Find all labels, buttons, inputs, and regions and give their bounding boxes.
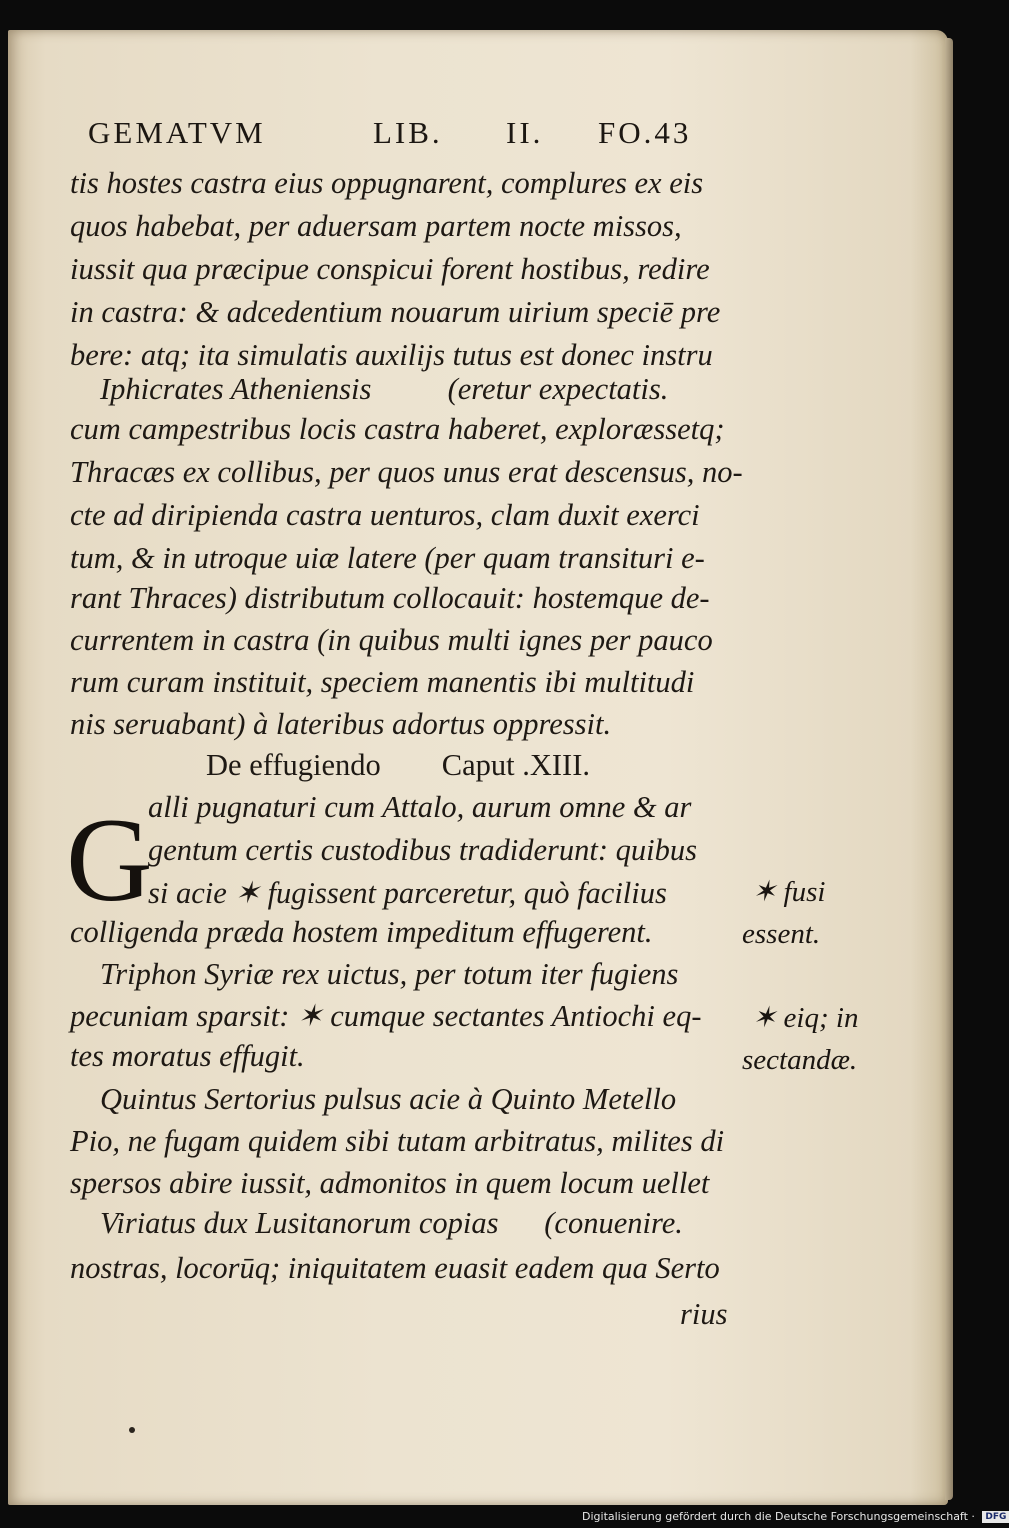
dfg-logo: DFG [982, 1511, 1009, 1523]
ink-spot [129, 1427, 135, 1433]
margin-note: ✶ eiq; in [752, 1002, 859, 1034]
margin-note: ✶ fusi [752, 876, 826, 908]
catchword: rius [680, 1297, 728, 1331]
text-line: nostras, locorūq; iniquitatem euasit eadem qua Serto [70, 1251, 720, 1285]
text-line: pecuniam sparsit: ✶ cumque sectantes Antiochi eq- [70, 999, 702, 1033]
text-line: Thracæs ex collibus, per quos unus erat descensus, no- [70, 455, 743, 489]
running-title: GEMATVM [88, 115, 266, 150]
text-line: tes moratus effugit. [70, 1039, 305, 1073]
text-line: Quintus Sertorius pulsus acie à Quinto Metello [100, 1082, 677, 1116]
text-line: Viriatus dux Lusitanorum copias (conuenire. [100, 1206, 683, 1240]
book-number: II. [506, 115, 544, 150]
text-line: rum curam instituit, speciem manentis ibi multitudi [70, 665, 695, 699]
text-line: tum, & in utroque uiæ latere (per quam transituri e- [70, 541, 705, 575]
footer-text: Digitalisierung gefördert durch die Deutsche Forschungsgemeinschaft · [582, 1510, 975, 1523]
drop-capital: G [66, 793, 153, 926]
running-header [88, 115, 728, 155]
folio-number: FO.43 [598, 115, 692, 150]
text-line: cte ad diripienda castra uenturos, clam duxit exerci [70, 498, 700, 532]
text-line: cum campestribus locis castra haberet, exploræssetq; [70, 412, 725, 446]
text-line: Pio, ne fugam quidem sibi tutam arbitratus, milites di [70, 1124, 725, 1158]
text-line: Iphicrates Atheniensis (eretur expectatis. [100, 372, 669, 406]
margin-note: essent. [742, 918, 821, 950]
text-line: quos habebat, per aduersam partem nocte missos, [70, 209, 682, 243]
text-line: currentem in castra (in quibus multi ignes per pauco [70, 623, 713, 657]
chapter-heading: De effugiendo Caput .XIII. [206, 748, 590, 782]
text-line: spersos abire iussit, admonitos in quem locum uellet [70, 1166, 710, 1200]
text-line: colligenda præda hostem impeditum effugerent. [70, 915, 653, 949]
text-line: iussit qua præcipue conspicui forent hostibus, redire [70, 252, 710, 286]
text-line: tis hostes castra eius oppugnarent, complures ex eis [70, 166, 704, 200]
text-line: Triphon Syriæ rex uictus, per totum iter fugiens [100, 957, 679, 991]
text-line: si acie ✶ fugissent parceretur, quò facilius [148, 876, 667, 910]
book-label: LIB. [373, 115, 443, 150]
footer-credit [582, 1510, 1009, 1523]
text-line: alli pugnaturi cum Attalo, aurum omne & ar [148, 790, 692, 824]
text-line: in castra: & adcedentium nouarum uirium speciē pre [70, 295, 721, 329]
text-line: rant Thraces) distributum collocauit: hostemque de- [70, 581, 710, 615]
margin-note: sectandæ. [742, 1044, 858, 1076]
text-line: nis seruabant) à lateribus adortus oppressit. [70, 707, 612, 741]
page-edge [945, 38, 953, 1500]
text-line: gentum certis custodibus tradiderunt: quibus [148, 833, 697, 867]
text-line: bere: atq; ita simulatis auxilijs tutus est donec instru [70, 338, 713, 372]
